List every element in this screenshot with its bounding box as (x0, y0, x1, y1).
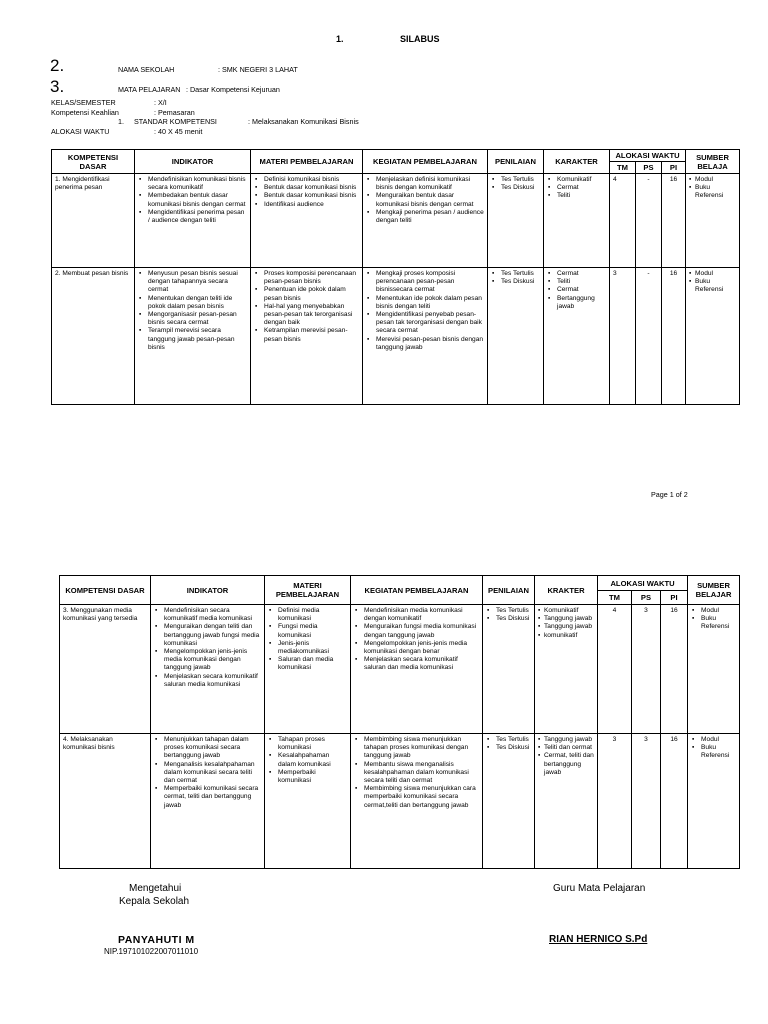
list-item: ▪ Menguraikan fungsi media komunikasi dengan tanggung jawab (354, 623, 479, 639)
list-item: ▪ Tes Diskusi (491, 184, 540, 192)
signature-right-line1: Guru Mata Pelajaran (553, 883, 646, 894)
materi-cell (265, 734, 351, 869)
list-item: ▪ Komunikatif (538, 607, 594, 615)
subject-label: MATA PELAJARAN (118, 85, 181, 94)
indikator-cell (151, 605, 265, 734)
list-item: ▪ Saluran dan media komunikasi (268, 656, 347, 672)
list-item: ▪ Menganalisis kesalahpahaman dalam komunikasi secara teliti dan cermat (154, 761, 261, 786)
list-item: ▪ Definisi media komunikasi (268, 607, 347, 623)
list-item: ▪ Cermat (547, 270, 606, 278)
list-item: ▪ Cermat (547, 184, 606, 192)
list-item: ▪ Mengelompokkan jenis-jenis media komunikasi dengan tanggung jawab (154, 648, 261, 673)
list-item: ▪ Tes Tertulis (491, 270, 540, 278)
tm-cell: 4 (598, 605, 632, 734)
list-item: ▪ Buku Referensi (689, 184, 736, 200)
kegiatan-cell (351, 605, 483, 734)
list-item: ▪ Merevisi pesan-pesan bisnis dengan tanggung jawab (366, 336, 484, 352)
list-item: ▪ Proses komposisi perencanaan pesan-pesan bisnis (254, 270, 359, 286)
list-item: ▪ Tes Tertulis (486, 607, 531, 615)
kegiatan-cell (363, 174, 488, 268)
kd-cell: 2. Membuat pesan bisnis (52, 268, 135, 405)
list-item: ▪ Mengidentifikasi penerima pesan / audience dengan teliti (138, 209, 247, 225)
list-item: ▪ Menjelaskan secara komunikatif saluran media komunikasi (154, 673, 261, 689)
pi-cell: 16 (662, 174, 686, 268)
school-label: NAMA SEKOLAH (118, 65, 175, 74)
header-karakter: KARAKTER (544, 150, 610, 174)
list-item: ▪ Fungsi media komunikasi (268, 623, 347, 639)
header-indikator: INDIKATOR (135, 150, 251, 174)
header-sumber-belajar: SUMBER BELAJAR (688, 576, 740, 605)
list-item: ▪ Ketrampilan merevisi pesan-pesan bisnis (254, 327, 359, 343)
sumber-cell (686, 268, 740, 405)
header-materi: MATERI PEMBELAJARAN (265, 576, 351, 605)
list-item: ▪ Teliti (547, 192, 606, 200)
penilaian-cell (488, 268, 544, 405)
page-title: SILABUS (400, 34, 440, 44)
indikator-cell (135, 268, 251, 405)
header-tm: TM (610, 162, 636, 174)
header-sumber-belajar: SUMBER BELAJA (686, 150, 740, 174)
list-item: ▪ Mendefinisikan komunikasi bisnis secara komunikatif (138, 176, 247, 192)
header-alokasi-waktu: ALOKASI WAKTU (610, 150, 686, 162)
list-item: ▪ Buku Referensi (691, 744, 736, 760)
ps-cell: - (636, 268, 662, 405)
list-item: ▪ Cermat, teliti dan bertanggung jawab (538, 752, 594, 777)
list-item: ▪ Menguraikan dengan teliti dan bertanggung jawab fungsi media komunikasi (154, 623, 261, 648)
materi-cell (251, 268, 363, 405)
list-item: ▪ Tes Diskusi (491, 278, 540, 286)
header-kegiatan: KEGIATAN PEMBELAJARAN (351, 576, 483, 605)
list-item: ▪ Tes Diskusi (486, 615, 531, 623)
syllabus-table-2 (59, 575, 740, 869)
indikator-cell (151, 734, 265, 869)
list-item: ▪ Modul (691, 607, 736, 615)
pi-cell: 16 (662, 268, 686, 405)
list-item: ▪ Membimbing siswa menunjukkan cara memperbaiki komunikasi secara cermat,teliti dan bertanggung jawab (354, 785, 479, 810)
header-karakter: KRAKTER (535, 576, 598, 605)
list-item: ▪ Tes Tertulis (491, 176, 540, 184)
penilaian-cell (483, 605, 535, 734)
list-item: ▪ Hal-hal yang menyebabkan pesan-pesan tak terorganisasi dengan baik (254, 303, 359, 328)
list-item: ▪ Bertanggung jawab (547, 295, 606, 311)
tm-cell: 3 (610, 268, 636, 405)
header-pi: PI (661, 591, 688, 605)
list-item: ▪ Mengelompokkan jenis-jenis media komunikasi dengan benar (354, 640, 479, 656)
karakter-cell (544, 268, 610, 405)
penilaian-cell (483, 734, 535, 869)
list-item: ▪ Mendefinisikan secara komunikatif media komunikasi (154, 607, 261, 623)
kd-cell: 4. Melaksanakan komunikasi bisnis (60, 734, 151, 869)
list-item: ▪ Kesalahpahaman dalam komunikasi (268, 752, 347, 768)
list-item: ▪ Mengkaji proses komposisi perencanaan pesan-pesan bisnissecara cermat (366, 270, 484, 295)
program-value: : Pemasaran (154, 108, 195, 117)
pi-cell: 16 (661, 734, 688, 869)
karakter-cell (535, 734, 598, 869)
tm-cell: 3 (598, 734, 632, 869)
syllabus-table-1 (51, 149, 740, 405)
list-item: ▪ Penentuan ide pokok dalam pesan bisnis (254, 286, 359, 302)
header-kegiatan: KEGIATAN PEMBELAJARAN (363, 150, 488, 174)
list-item: ▪ Mengorganisasir pesan-pesan bisnis secara cermat (138, 311, 247, 327)
karakter-cell (535, 605, 598, 734)
ps-cell: - (636, 174, 662, 268)
header-penilaian: PENILAIAN (488, 150, 544, 174)
table-row (60, 605, 740, 734)
list-item: ▪ Menjelaskan secara komunikatif saluran dan media komunikasi (354, 656, 479, 672)
signature-left-name: PANYAHUTI M (118, 934, 195, 946)
list-item: ▪ Tanggung jawab (538, 615, 594, 623)
time-label: ALOKASI WAKTU (51, 127, 110, 136)
ps-cell: 3 (632, 605, 661, 734)
list-item: ▪ Memperbaiki komunikasi (268, 769, 347, 785)
subject-value: : Dasar Kompetensi Kejuruan (186, 85, 280, 94)
list-item: ▪ Menentukan dengan teliti ide pokok dalam pesan bisnis (138, 295, 247, 311)
header-alokasi-waktu: ALOKASI WAKTU (598, 576, 688, 591)
list-item: ▪ Buku Referensi (689, 278, 736, 294)
list-item: ▪ Mengidentifikasi penyebab pesan-pesan tak terorganisasi dengan baik secara cermat (366, 311, 484, 336)
materi-cell (265, 605, 351, 734)
pi-cell: 16 (661, 605, 688, 734)
header-ps: PS (636, 162, 662, 174)
class-value: : X/I (154, 98, 167, 107)
list-item: ▪ Menjelaskan definisi komunikasi bisnis dengan komunikatif (366, 176, 484, 192)
header-tm: TM (598, 591, 632, 605)
list-item: ▪ Membedakan bentuk dasar komunikasi bisnis dengan cermat (138, 192, 247, 208)
time-value: : 40 X 45 menit (154, 127, 203, 136)
list-item: ▪ Menguraikan bentuk dasar komunikasi bisnis dengan cermat (366, 192, 484, 208)
list-item: ▪ Identifikasi audience (254, 201, 359, 209)
class-label: KELAS/SEMESTER (51, 98, 116, 107)
list-item: ▪ Mendefinisikan media komunikasi dengan komunikatif (354, 607, 479, 623)
list-number-3: 3. (50, 77, 65, 96)
list-item: ▪ Tes Tertulis (486, 736, 531, 744)
school-value: : SMK NEGERI 3 LAHAT (218, 65, 298, 74)
list-item: ▪ Tanggung jawab (538, 736, 594, 744)
list-item: ▪ Membimbing siswa menunjukkan tahapan proses komunikasi dengan tanggung jawab (354, 736, 479, 761)
kegiatan-cell (363, 268, 488, 405)
program-label: Kompetensi Keahlian (51, 108, 119, 117)
list-item: ▪ Jenis-jenis mediakomunikasi (268, 640, 347, 656)
list-item: ▪ Teliti (547, 278, 606, 286)
list-item: ▪ Bentuk dasar komunikasi bisnis (254, 184, 359, 192)
list-item: ▪ Tahapan proses komunikasi (268, 736, 347, 752)
signature-right-name: RIAN HERNICO S.Pd (549, 934, 648, 945)
list-item: ▪ Tanggung jawab (538, 623, 594, 631)
standard-label: STANDAR KOMPETENSI (134, 117, 217, 126)
ps-cell: 3 (632, 734, 661, 869)
list-number-2: 2. (50, 56, 65, 75)
list-item: ▪ Menyusun pesan bisnis sesuai dengan tahapannya secara cermat (138, 270, 247, 295)
kegiatan-cell (351, 734, 483, 869)
list-item: ▪ Terampil merevisi secara tanggung jawab pesan-pesan bisnis (138, 327, 247, 352)
signature-left-line1: Mengetahui (129, 883, 182, 894)
indikator-cell (135, 174, 251, 268)
sumber-cell (688, 605, 740, 734)
penilaian-cell (488, 174, 544, 268)
header-kompetensi-dasar: KOMPETENSI DASAR (60, 576, 151, 605)
list-item: ▪ Memperbaiki komunikasi secara cermat, teliti dan bertanggung jawab (154, 785, 261, 810)
sumber-cell (688, 734, 740, 869)
header-indikator: INDIKATOR (151, 576, 265, 605)
list-item: ▪ Mengkaji penerima pesan / audience dengan teliti (366, 209, 484, 225)
kd-cell: 3. Menggunakan media komunikasi yang tersedia (60, 605, 151, 734)
standard-number: 1. (118, 117, 124, 126)
signature-left-nip: NIP.197101022007011010 (104, 947, 199, 956)
list-item: ▪ Modul (689, 270, 736, 278)
list-item: ▪ Menentukan ide pokok dalam pesan bisnis dengan teliti (366, 295, 484, 311)
list-item: ▪ komunikatif (538, 632, 594, 640)
tm-cell: 4 (610, 174, 636, 268)
table-row (52, 174, 740, 268)
signature-left-line2: Kepala Sekolah (119, 896, 190, 907)
kd-cell: 1. Mengidentifikasi penerima pesan (52, 174, 135, 268)
list-item: ▪ Tes Diskusi (486, 744, 531, 752)
list-item: ▪ Cermat (547, 286, 606, 294)
standard-value: : Melaksanakan Komunikasi Bisnis (248, 117, 359, 126)
sumber-cell (686, 174, 740, 268)
header-pi: PI (662, 162, 686, 174)
list-item: ▪ Menunjukkan tahapan dalam proses komunikasi secara bertanggung jawab (154, 736, 261, 761)
karakter-cell (544, 174, 610, 268)
header-materi: MATERI PEMBELAJARAN (251, 150, 363, 174)
table-row (60, 734, 740, 869)
list-item: ▪ Bentuk dasar komunikasi bisnis (254, 192, 359, 200)
table-row (52, 268, 740, 405)
list-item: ▪ Komunikatif (547, 176, 606, 184)
list-item: ▪ Definisi komunikasi bisnis (254, 176, 359, 184)
list-item: ▪ Teliti dan cermat (538, 744, 594, 752)
materi-cell (251, 174, 363, 268)
list-item: ▪ Modul (689, 176, 736, 184)
page-number: Page 1 of 2 (651, 490, 688, 499)
list-item: ▪ Membantu siswa menganalisis kesalahpahaman dalam komunikasi secara teliti dan cermat (354, 761, 479, 786)
title-number: 1. (336, 34, 344, 44)
list-item: ▪ Modul (691, 736, 736, 744)
header-kompetensi-dasar: KOMPETENSI DASAR (52, 150, 135, 174)
header-penilaian: PENILAIAN (483, 576, 535, 605)
list-item: ▪ Buku Referensi (691, 615, 736, 631)
header-ps: PS (632, 591, 661, 605)
